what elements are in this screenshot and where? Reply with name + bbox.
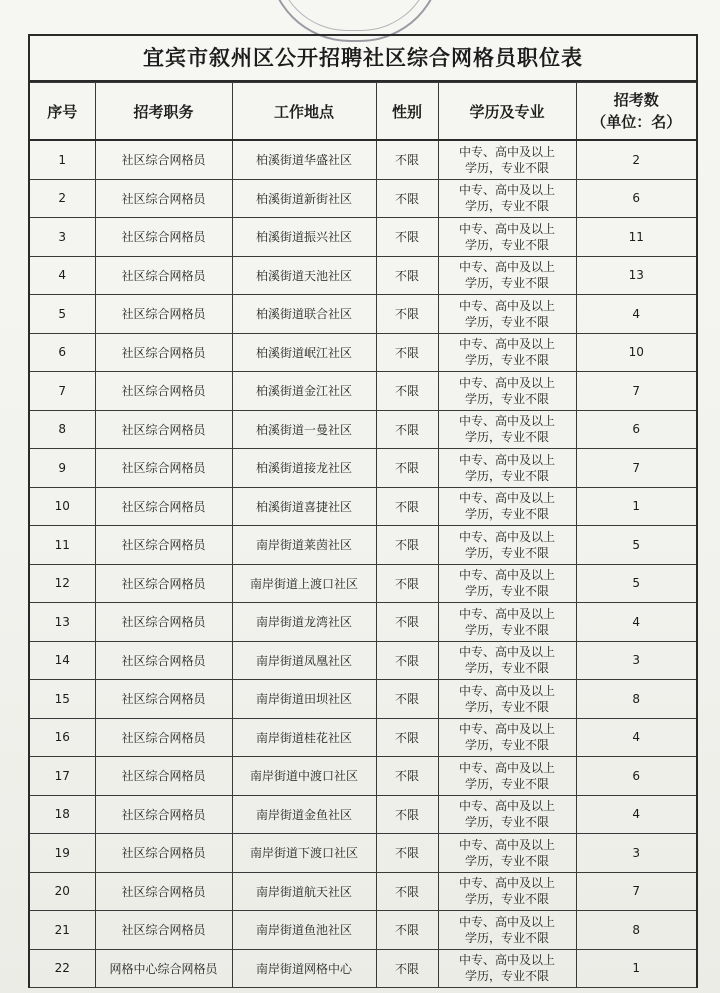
cell-no: 2 — [30, 179, 95, 218]
cell-education-line1: 中专、高中及以上 — [458, 414, 555, 429]
cell-location: 南岸街道桂花社区 — [232, 718, 376, 757]
cell-location: 南岸街道鱼池社区 — [232, 911, 376, 950]
table-row — [30, 795, 696, 834]
header-gender: 性别 — [376, 83, 438, 141]
cell-location: 南岸街道凤凰社区 — [232, 641, 376, 680]
cell-count: 7 — [576, 372, 696, 411]
cell-education-line1: 中专、高中及以上 — [458, 529, 555, 544]
cell-education — [438, 333, 576, 372]
cell-education-line2: 学历，专业不限 — [464, 738, 549, 753]
position-table-sheet — [28, 34, 698, 988]
cell-education — [438, 834, 576, 873]
cell-education-line2: 学历，专业不限 — [464, 160, 549, 175]
cell-gender: 不限 — [376, 179, 438, 218]
cell-count: 4 — [576, 718, 696, 757]
cell-location: 南岸街道下渡口社区 — [232, 834, 376, 873]
cell-no: 20 — [30, 872, 95, 911]
cell-location: 南岸街道上渡口社区 — [232, 564, 376, 603]
cell-location: 南岸街道莱茵社区 — [232, 526, 376, 565]
cell-location: 柏溪街道天池社区 — [232, 256, 376, 295]
cell-location: 柏溪街道喜捷社区 — [232, 487, 376, 526]
table-row — [30, 372, 696, 411]
cell-education-line1: 中专、高中及以上 — [458, 953, 555, 968]
cell-gender: 不限 — [376, 333, 438, 372]
table-body — [30, 140, 696, 988]
cell-position: 社区综合网格员 — [95, 757, 232, 796]
cell-no: 8 — [30, 410, 95, 449]
cell-count: 5 — [576, 564, 696, 603]
cell-education-line2: 学历，专业不限 — [464, 661, 549, 676]
cell-no: 5 — [30, 295, 95, 334]
cell-location: 柏溪街道华盛社区 — [232, 140, 376, 179]
table-row — [30, 718, 696, 757]
table-row — [30, 140, 696, 179]
cell-count: 6 — [576, 179, 696, 218]
cell-education-line2: 学历，专业不限 — [464, 353, 549, 368]
cell-gender: 不限 — [376, 911, 438, 950]
cell-education-line1: 中专、高中及以上 — [458, 837, 555, 852]
cell-education-line1: 中专、高中及以上 — [458, 221, 555, 236]
cell-gender: 不限 — [376, 718, 438, 757]
cell-education — [438, 526, 576, 565]
cell-education-line2: 学历，专业不限 — [464, 199, 549, 214]
cell-education-line1: 中专、高中及以上 — [458, 491, 555, 506]
cell-location: 柏溪街道一曼社区 — [232, 410, 376, 449]
cell-no: 19 — [30, 834, 95, 873]
cell-count: 4 — [576, 295, 696, 334]
cell-position: 社区综合网格员 — [95, 449, 232, 488]
cell-education-line2: 学历，专业不限 — [464, 622, 549, 637]
cell-gender: 不限 — [376, 834, 438, 873]
cell-location: 南岸街道田坝社区 — [232, 680, 376, 719]
table-row — [30, 757, 696, 796]
cell-position: 社区综合网格员 — [95, 564, 232, 603]
cell-location: 柏溪街道新街社区 — [232, 179, 376, 218]
table-row — [30, 834, 696, 873]
cell-education — [438, 718, 576, 757]
cell-location: 柏溪街道金江社区 — [232, 372, 376, 411]
cell-gender: 不限 — [376, 487, 438, 526]
cell-gender: 不限 — [376, 872, 438, 911]
cell-gender: 不限 — [376, 603, 438, 642]
cell-location: 南岸街道龙湾社区 — [232, 603, 376, 642]
header-count — [576, 83, 696, 141]
table-row — [30, 564, 696, 603]
cell-education-line2: 学历，专业不限 — [464, 584, 549, 599]
cell-education — [438, 603, 576, 642]
cell-education — [438, 949, 576, 988]
cell-count: 2 — [576, 140, 696, 179]
table-row — [30, 680, 696, 719]
cell-position: 社区综合网格员 — [95, 295, 232, 334]
cell-gender: 不限 — [376, 218, 438, 257]
cell-education — [438, 487, 576, 526]
cell-no: 10 — [30, 487, 95, 526]
header-position: 招考职务 — [95, 83, 232, 141]
cell-gender: 不限 — [376, 295, 438, 334]
cell-no: 3 — [30, 218, 95, 257]
cell-education — [438, 179, 576, 218]
table-row — [30, 911, 696, 950]
table-row — [30, 603, 696, 642]
cell-position: 社区综合网格员 — [95, 410, 232, 449]
cell-gender: 不限 — [376, 140, 438, 179]
table-row — [30, 949, 696, 988]
cell-education-line1: 中专、高中及以上 — [458, 144, 555, 159]
cell-education-line2: 学历，专业不限 — [464, 545, 549, 560]
cell-position: 社区综合网格员 — [95, 795, 232, 834]
cell-position: 社区综合网格员 — [95, 487, 232, 526]
table-row — [30, 333, 696, 372]
cell-no: 4 — [30, 256, 95, 295]
cell-education — [438, 872, 576, 911]
cell-count: 8 — [576, 680, 696, 719]
cell-education — [438, 295, 576, 334]
cell-education — [438, 795, 576, 834]
cell-education-line1: 中专、高中及以上 — [458, 876, 555, 891]
cell-no: 7 — [30, 372, 95, 411]
table-row — [30, 410, 696, 449]
cell-position: 社区综合网格员 — [95, 372, 232, 411]
table-row — [30, 487, 696, 526]
cell-position: 社区综合网格员 — [95, 641, 232, 680]
cell-count: 5 — [576, 526, 696, 565]
cell-count: 7 — [576, 872, 696, 911]
table-row — [30, 295, 696, 334]
cell-count: 1 — [576, 949, 696, 988]
cell-position: 社区综合网格员 — [95, 218, 232, 257]
cell-count: 6 — [576, 410, 696, 449]
cell-no: 11 — [30, 526, 95, 565]
cell-position: 网格中心综合网格员 — [95, 949, 232, 988]
cell-education-line1: 中专、高中及以上 — [458, 183, 555, 198]
cell-gender: 不限 — [376, 757, 438, 796]
cell-education-line2: 学历，专业不限 — [464, 853, 549, 868]
cell-position: 社区综合网格员 — [95, 680, 232, 719]
cell-gender: 不限 — [376, 564, 438, 603]
header-count-line2: （单位：名） — [591, 113, 682, 131]
document-title: 宜宾市叙州区公开招聘社区综合网格员职位表 — [30, 36, 696, 82]
cell-position: 社区综合网格员 — [95, 911, 232, 950]
table-row — [30, 449, 696, 488]
cell-gender: 不限 — [376, 949, 438, 988]
cell-count: 13 — [576, 256, 696, 295]
cell-education — [438, 449, 576, 488]
cell-education-line2: 学历，专业不限 — [464, 699, 549, 714]
cell-education-line2: 学历，专业不限 — [464, 391, 549, 406]
cell-education-line1: 中专、高中及以上 — [458, 683, 555, 698]
cell-count: 8 — [576, 911, 696, 950]
cell-education-line2: 学历，专业不限 — [464, 969, 549, 984]
table-row — [30, 179, 696, 218]
cell-count: 3 — [576, 641, 696, 680]
cell-education — [438, 564, 576, 603]
cell-gender: 不限 — [376, 410, 438, 449]
cell-gender: 不限 — [376, 256, 438, 295]
positions-table — [30, 82, 696, 988]
cell-gender: 不限 — [376, 449, 438, 488]
cell-no: 22 — [30, 949, 95, 988]
cell-location: 柏溪街道联合社区 — [232, 295, 376, 334]
cell-education — [438, 140, 576, 179]
cell-gender: 不限 — [376, 680, 438, 719]
cell-position: 社区综合网格员 — [95, 603, 232, 642]
cell-location: 南岸街道中渡口社区 — [232, 757, 376, 796]
cell-no: 6 — [30, 333, 95, 372]
cell-education-line1: 中专、高中及以上 — [458, 606, 555, 621]
cell-education-line1: 中专、高中及以上 — [458, 760, 555, 775]
cell-education-line1: 中专、高中及以上 — [458, 568, 555, 583]
table-row — [30, 256, 696, 295]
cell-location: 南岸街道金鱼社区 — [232, 795, 376, 834]
cell-count: 4 — [576, 603, 696, 642]
cell-position: 社区综合网格员 — [95, 526, 232, 565]
cell-education-line1: 中专、高中及以上 — [458, 260, 555, 275]
cell-no: 1 — [30, 140, 95, 179]
cell-education — [438, 911, 576, 950]
cell-education-line2: 学历，专业不限 — [464, 892, 549, 907]
cell-education — [438, 410, 576, 449]
cell-position: 社区综合网格员 — [95, 333, 232, 372]
table-row — [30, 872, 696, 911]
cell-no: 12 — [30, 564, 95, 603]
table-row — [30, 641, 696, 680]
cell-education-line2: 学历，专业不限 — [464, 314, 549, 329]
cell-education-line2: 学历，专业不限 — [464, 815, 549, 830]
cell-gender: 不限 — [376, 795, 438, 834]
cell-education — [438, 372, 576, 411]
cell-count: 11 — [576, 218, 696, 257]
cell-education-line1: 中专、高中及以上 — [458, 375, 555, 390]
cell-position: 社区综合网格员 — [95, 718, 232, 757]
cell-education-line1: 中专、高中及以上 — [458, 337, 555, 352]
cell-count: 1 — [576, 487, 696, 526]
cell-location: 柏溪街道接龙社区 — [232, 449, 376, 488]
cell-education-line1: 中专、高中及以上 — [458, 452, 555, 467]
cell-no: 13 — [30, 603, 95, 642]
header-location: 工作地点 — [232, 83, 376, 141]
cell-position: 社区综合网格员 — [95, 179, 232, 218]
table-header-row — [30, 83, 696, 141]
cell-count: 6 — [576, 757, 696, 796]
header-count-line1: 招考数 — [613, 91, 659, 109]
cell-no: 15 — [30, 680, 95, 719]
cell-gender: 不限 — [376, 641, 438, 680]
cell-no: 14 — [30, 641, 95, 680]
cell-no: 21 — [30, 911, 95, 950]
cell-count: 4 — [576, 795, 696, 834]
cell-position: 社区综合网格员 — [95, 140, 232, 179]
cell-education-line1: 中专、高中及以上 — [458, 799, 555, 814]
cell-education-line1: 中专、高中及以上 — [458, 722, 555, 737]
cell-education-line1: 中专、高中及以上 — [458, 298, 555, 313]
cell-education — [438, 256, 576, 295]
cell-education-line2: 学历，专业不限 — [464, 430, 549, 445]
cell-no: 18 — [30, 795, 95, 834]
cell-location: 柏溪街道振兴社区 — [232, 218, 376, 257]
cell-count: 10 — [576, 333, 696, 372]
cell-no: 16 — [30, 718, 95, 757]
cell-education — [438, 680, 576, 719]
cell-education-line2: 学历，专业不限 — [464, 468, 549, 483]
cell-position: 社区综合网格员 — [95, 872, 232, 911]
cell-education-line1: 中专、高中及以上 — [458, 914, 555, 929]
cell-position: 社区综合网格员 — [95, 256, 232, 295]
cell-count: 3 — [576, 834, 696, 873]
cell-education-line1: 中专、高中及以上 — [458, 645, 555, 660]
cell-location: 柏溪街道岷江社区 — [232, 333, 376, 372]
header-no: 序号 — [30, 83, 95, 141]
cell-education-line2: 学历，专业不限 — [464, 276, 549, 291]
cell-education-line2: 学历，专业不限 — [464, 507, 549, 522]
table-row — [30, 218, 696, 257]
cell-education-line2: 学历，专业不限 — [464, 237, 549, 252]
cell-education-line2: 学历，专业不限 — [464, 930, 549, 945]
cell-position: 社区综合网格员 — [95, 834, 232, 873]
cell-gender: 不限 — [376, 526, 438, 565]
cell-count: 7 — [576, 449, 696, 488]
cell-education — [438, 218, 576, 257]
cell-education — [438, 757, 576, 796]
cell-location: 南岸街道网格中心 — [232, 949, 376, 988]
cell-no: 17 — [30, 757, 95, 796]
cell-gender: 不限 — [376, 372, 438, 411]
cell-education-line2: 学历，专业不限 — [464, 776, 549, 791]
cell-education — [438, 641, 576, 680]
cell-no: 9 — [30, 449, 95, 488]
header-education: 学历及专业 — [438, 83, 576, 141]
table-row — [30, 526, 696, 565]
cell-location: 南岸街道航天社区 — [232, 872, 376, 911]
